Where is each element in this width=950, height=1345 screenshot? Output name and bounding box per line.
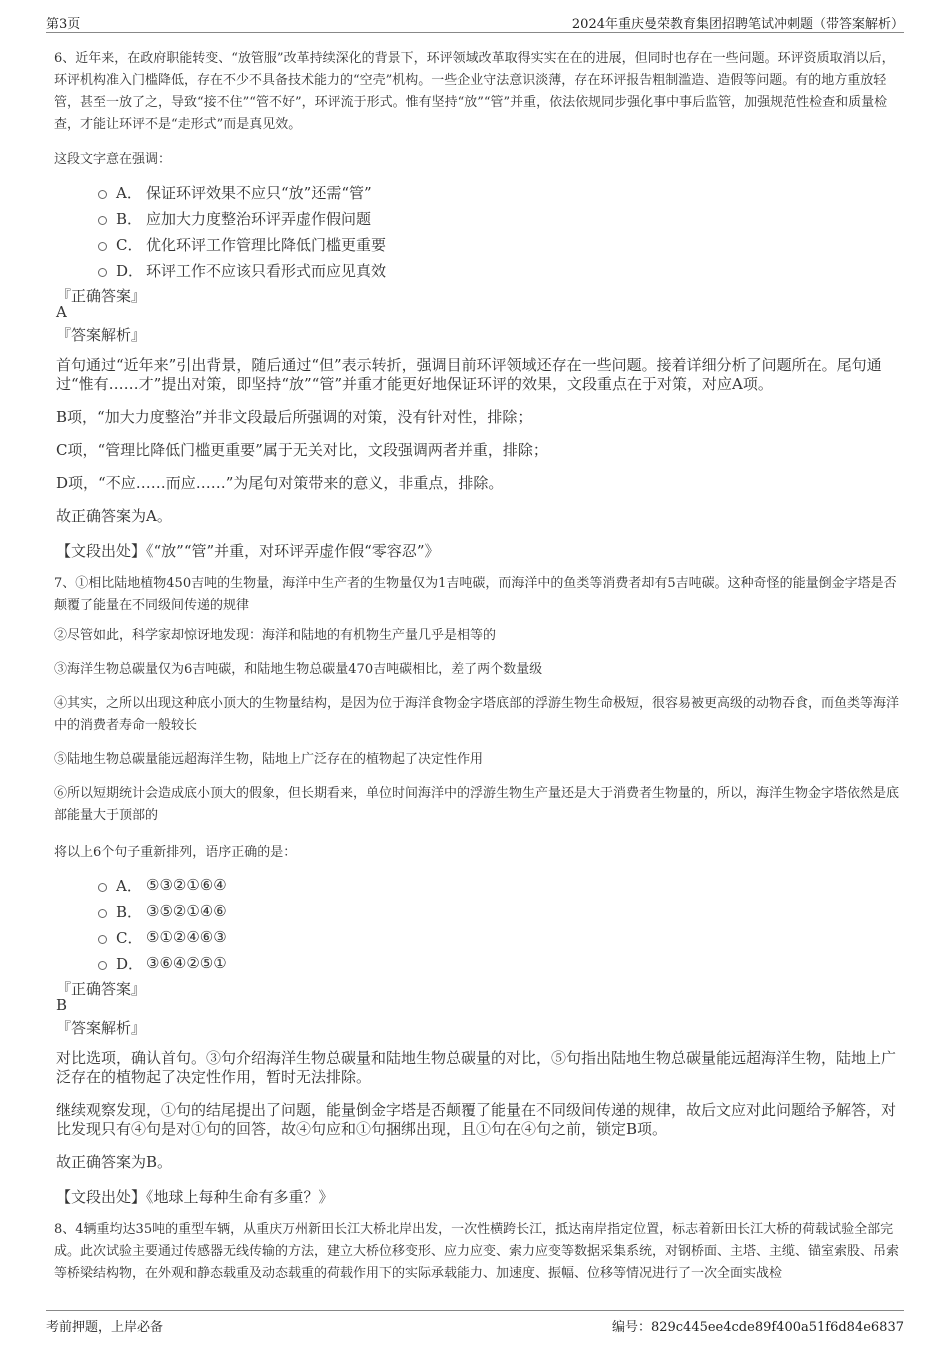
question-6-option-b[interactable] bbox=[98, 205, 904, 231]
question-6-prompt: 这段文字意在强调： bbox=[54, 152, 172, 167]
option-letter: C． bbox=[116, 928, 143, 947]
option-text: ③⑥④②⑤① bbox=[146, 954, 227, 972]
question-7-option-c[interactable] bbox=[98, 924, 904, 950]
page-content bbox=[54, 40, 904, 1285]
option-text: 应加大力度整治环评弄虚作假问题 bbox=[146, 209, 372, 228]
question-7-sentence: 7、①相比陆地植物450吉吨的生物量，海洋中生产者的生物量仅为1吉吨碳，而海洋中的鱼类等消费者却有5吉吨碳。这种奇怪的能量倒金字塔是否颠覆了能量在不同级间传递的规律 bbox=[54, 576, 897, 613]
question-6-option-d[interactable] bbox=[98, 257, 904, 283]
page-footer bbox=[46, 1310, 904, 1333]
question-7-option-b[interactable] bbox=[98, 898, 904, 924]
radio-icon[interactable] bbox=[98, 268, 107, 277]
option-text: ⑤③②①⑥④ bbox=[146, 876, 227, 894]
option-letter: A． bbox=[116, 183, 142, 202]
option-letter: D． bbox=[116, 261, 144, 280]
option-letter: B． bbox=[116, 209, 143, 228]
option-text: 环评工作不应该只看形式而应见真效 bbox=[146, 261, 387, 280]
question-6-analysis-label: 『答案解析』 bbox=[56, 326, 147, 344]
question-6-analysis-paragraph: 故正确答案为A。 bbox=[56, 507, 172, 525]
question-7-answer-label: 『正确答案』 bbox=[56, 980, 147, 998]
document-title: 2024年重庆曼荣教育集团招聘笔试冲刺题（带答案解析） bbox=[571, 17, 904, 32]
option-letter: A． bbox=[116, 876, 142, 895]
question-6-option-c[interactable] bbox=[98, 231, 904, 257]
question-6-analysis-paragraph: D项，“不应……而应……”为尾句对策带来的意义，非重点，排除。 bbox=[56, 474, 504, 492]
question-7-option-d[interactable] bbox=[98, 950, 904, 976]
radio-icon[interactable] bbox=[98, 909, 107, 918]
question-7-analysis-paragraph: 故正确答案为B。 bbox=[56, 1153, 173, 1171]
question-7-sentence: ③海洋生物总碳量仅为6吉吨碳，和陆地生物总碳量470吉吨碳相比，差了两个数量级 bbox=[54, 662, 543, 677]
question-7-sentence: ⑤陆地生物总碳量能远超海洋生物，陆地上广泛存在的植物起了决定性作用 bbox=[54, 752, 484, 767]
option-text: ⑤①②④⑥③ bbox=[146, 928, 227, 946]
question-6-analysis-paragraph: 首句通过“近年来”引出背景，随后通过“但”表示转折，强调目前环评领域还存在一些问题。接着详细分析了问题所在。尾句通过“惟有……才”提出对策，即坚持“放”“管”并重才能更好地保证环评的效果，文段重点在于对策，对应A项。 bbox=[56, 356, 882, 393]
option-text: 保证环评效果不应只“放”还需“管” bbox=[146, 183, 372, 202]
radio-icon[interactable] bbox=[98, 190, 107, 199]
question-6-stem: 6、近年来，在政府职能转变、“放管服”改革持续深化的背景下，环评领域改革取得实实在在的进展，但同时也存在一些问题。环评资质取消以后，环评机构准入门槛降低，存在不少不具备技术能力的“空壳”机构。一些企业守法意识淡薄，存在环评报告粗制滥造、造假等问题。有的地方重放轻管，甚至一放了之，导致“接不住”“管不好”，环评流于形式。惟有坚持“放”“管”并重，依法依规同步强化事中事后监管，加强规范性检查和质量检查，才能让环评不是“走形式”而是真见效。 bbox=[54, 51, 895, 132]
page-header bbox=[46, 10, 904, 33]
question-7-analysis-paragraph: 对比选项，确认首句。③句介绍海洋生物总碳量和陆地生物总碳量的对比，⑤句指出陆地生物总碳量能远超海洋生物，陆地上广泛存在的植物起了决定性作用，暂时无法排除。 bbox=[56, 1049, 897, 1086]
question-7-source: 【文段出处】《地球上每种生命有多重？》 bbox=[56, 1188, 334, 1206]
question-6-analysis-paragraph: B项，“加大力度整治”并非文段最后所强调的对策，没有针对性，排除； bbox=[56, 408, 533, 426]
question-7-answer: B bbox=[56, 996, 68, 1014]
option-text: ③⑤②①④⑥ bbox=[146, 902, 227, 920]
question-7-sentence: ⑥所以短期统计会造成底小顶大的假象，但长期看来，单位时间海洋中的浮游生物生产量还是大于消费者生物量的，所以，海洋生物金字塔依然是底部能量大于顶部的 bbox=[54, 786, 900, 823]
question-7-prompt: 将以上6个句子重新排列，语序正确的是： bbox=[54, 845, 297, 860]
footer-slogan: 考前押题，上岸必备 bbox=[46, 1320, 164, 1335]
question-7-analysis-label: 『答案解析』 bbox=[56, 1019, 147, 1037]
radio-icon[interactable] bbox=[98, 216, 107, 225]
page-number: 第3页 bbox=[46, 17, 81, 32]
question-6-source: 【文段出处】《“放”“管”并重，对环评弄虚作假“零容忍”》 bbox=[56, 542, 440, 560]
radio-icon[interactable] bbox=[98, 242, 107, 251]
question-6-option-a[interactable] bbox=[98, 179, 904, 205]
question-6-answer-label: 『正确答案』 bbox=[56, 287, 147, 305]
question-7-sentence: ④其实，之所以出现这种底小顶大的生物量结构，是因为位于海洋食物金字塔底部的浮游生物生命极短，很容易被更高级的动物吞食，而鱼类等海洋中的消费者寿命一般较长 bbox=[54, 696, 900, 733]
radio-icon[interactable] bbox=[98, 883, 107, 892]
question-7-analysis-paragraph: 继续观察发现，①句的结尾提出了问题，能量倒金字塔是否颠覆了能量在不同级间传递的规律，故后文应对此问题给予解答，对比发现只有④句是对①句的回答，故④句应和①句捆绑出现，且①句在④句之前，锁定B项。 bbox=[56, 1101, 897, 1138]
radio-icon[interactable] bbox=[98, 935, 107, 944]
document-code: 编号：829c445ee4cde89f400a51f6d84e6837 bbox=[611, 1320, 904, 1335]
question-7-sentence: ②尽管如此，科学家却惊讶地发现：海洋和陆地的有机物生产量几乎是相等的 bbox=[54, 628, 497, 643]
question-6-answer: A bbox=[56, 303, 67, 321]
question-6-analysis-paragraph: C项，“管理比降低门槛更重要”属于无关对比，文段强调两者并重，排除； bbox=[56, 441, 548, 459]
option-letter: D． bbox=[116, 954, 144, 973]
option-letter: C． bbox=[116, 235, 143, 254]
option-text: 优化环评工作管理比降低门槛更重要 bbox=[146, 235, 387, 254]
question-7-option-a[interactable] bbox=[98, 872, 904, 898]
option-letter: B． bbox=[116, 902, 143, 921]
question-7-options bbox=[98, 872, 904, 976]
question-8-stem: 8、4辆重均达35吨的重型车辆，从重庆万州新田长江大桥北岸出发，一次性横跨长江，抵达南岸指定位置，标志着新田长江大桥的荷载试验全部完成。此次试验主要通过传感器无线传输的方法，建立大桥位移变形、应力应变、索力应变等数据采集系统，对钢桥面、主塔、主缆、锚室索股、吊索等桥梁结构物，在外观和静态载重及动态载重的荷载作用下的实际承载能力、加速度、振幅、位移等情况进行了一次全面实战检 bbox=[54, 1222, 900, 1281]
question-6-options bbox=[98, 179, 904, 283]
radio-icon[interactable] bbox=[98, 961, 107, 970]
